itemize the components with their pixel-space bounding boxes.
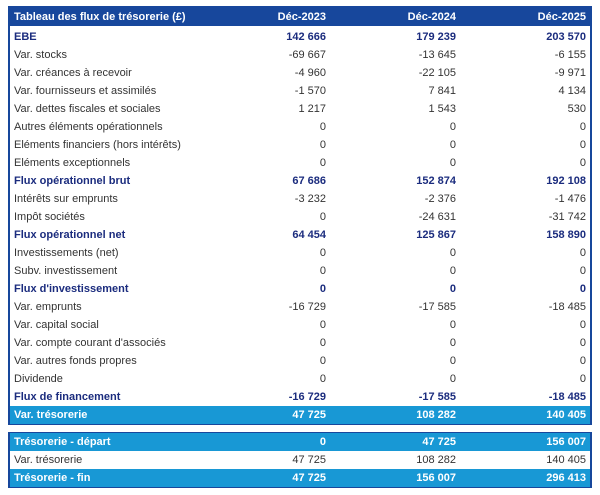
cell-value: 152 874 <box>416 175 456 187</box>
table-row <box>10 433 590 451</box>
cell-value: 0 <box>579 157 586 169</box>
cell-value: 0 <box>579 337 586 349</box>
cell-value: -17 585 <box>418 301 456 313</box>
cell-value: 0 <box>319 265 326 277</box>
row-label: Var. emprunts <box>14 301 82 313</box>
table-row <box>10 262 590 280</box>
table-row <box>10 190 590 208</box>
cell-value: 64 454 <box>292 229 326 241</box>
cell-value: 0 <box>579 247 586 259</box>
cell-value: 179 239 <box>416 31 456 43</box>
cell-value: -1 476 <box>554 193 586 205</box>
cell-value: 0 <box>319 283 326 295</box>
cell-value: 203 570 <box>546 31 586 43</box>
row-label: EBE <box>14 31 37 43</box>
cell-value: -16 729 <box>288 301 326 313</box>
column-header-dec-2023: Déc-2023 <box>277 11 326 23</box>
cell-value: 0 <box>449 355 456 367</box>
cell-value: 0 <box>319 139 326 151</box>
row-label: Subv. investissement <box>14 265 118 277</box>
cell-value: 0 <box>449 121 456 133</box>
cell-value: 140 405 <box>546 409 586 421</box>
row-label: Trésorerie - départ <box>14 436 111 448</box>
row-label: Autres éléments opérationnels <box>14 121 163 133</box>
cell-value: 0 <box>319 319 326 331</box>
cell-value: 4 134 <box>558 85 586 97</box>
row-label: Flux d'investissement <box>14 283 129 295</box>
cell-value: 0 <box>449 265 456 277</box>
treasury-summary-table <box>8 432 592 488</box>
cell-value: -4 960 <box>294 67 326 79</box>
cell-value: 1 543 <box>428 103 456 115</box>
cell-value: -24 631 <box>418 211 456 223</box>
row-label: Intérêts sur emprunts <box>14 193 118 205</box>
table-row <box>10 208 590 226</box>
cell-value: 0 <box>449 283 456 295</box>
cell-value: 0 <box>579 265 586 277</box>
row-label: Dividende <box>14 373 63 385</box>
table-header-row <box>10 6 590 28</box>
table-row <box>10 64 590 82</box>
cell-value: 47 725 <box>292 409 326 421</box>
table-row <box>10 298 590 316</box>
summary-table-body <box>10 433 590 487</box>
cell-value: 156 007 <box>546 436 586 448</box>
row-label: Var. autres fonds propres <box>14 355 137 367</box>
cell-value: 0 <box>449 157 456 169</box>
row-label: Var. créances à recevoir <box>14 67 132 79</box>
cell-value: 0 <box>319 436 326 448</box>
row-label: Eléments financiers (hors intérêts) <box>14 139 181 151</box>
cell-value: -69 667 <box>288 49 326 61</box>
cell-value: 47 725 <box>292 472 326 484</box>
cell-value: 0 <box>449 373 456 385</box>
table-row <box>10 244 590 262</box>
row-label: Investissements (net) <box>14 247 119 259</box>
table-row <box>10 226 590 244</box>
row-label: Var. compte courant d'associés <box>14 337 166 349</box>
cell-value: 0 <box>319 211 326 223</box>
cell-value: 0 <box>579 121 586 133</box>
cell-value: -22 105 <box>418 67 456 79</box>
cell-value: 192 108 <box>546 175 586 187</box>
cell-value: 0 <box>319 355 326 367</box>
cell-value: 108 282 <box>416 454 456 466</box>
row-label: Flux opérationnel net <box>14 229 126 241</box>
cell-value: 140 405 <box>546 454 586 466</box>
table-row <box>10 28 590 46</box>
cell-value: 0 <box>449 319 456 331</box>
table-row <box>10 136 590 154</box>
table-row <box>10 469 590 487</box>
cell-value: 67 686 <box>292 175 326 187</box>
cell-value: 142 666 <box>286 31 326 43</box>
cell-value: 0 <box>579 283 586 295</box>
column-header-dec-2024: Déc-2024 <box>407 11 456 23</box>
cell-value: 0 <box>319 157 326 169</box>
cell-value: 156 007 <box>416 472 456 484</box>
row-label: Var. fournisseurs et assimilés <box>14 85 157 97</box>
table-row <box>10 316 590 334</box>
table-row <box>10 388 590 406</box>
table-row <box>10 46 590 64</box>
cell-value: 0 <box>449 337 456 349</box>
cell-value: -16 729 <box>288 391 326 403</box>
table-row <box>10 154 590 172</box>
column-header-dec-2025: Déc-2025 <box>537 11 586 23</box>
table-row <box>10 370 590 388</box>
cell-value: -18 485 <box>548 391 586 403</box>
cell-value: 108 282 <box>416 409 456 421</box>
cell-value: -13 645 <box>418 49 456 61</box>
cell-value: 296 413 <box>546 472 586 484</box>
row-label: Flux de financement <box>14 391 121 403</box>
cell-value: -18 485 <box>548 301 586 313</box>
cell-value: 0 <box>449 139 456 151</box>
table-row <box>10 352 590 370</box>
table-row <box>10 100 590 118</box>
cell-value: -6 155 <box>554 49 586 61</box>
cell-value: -3 232 <box>294 193 326 205</box>
cell-value: 0 <box>579 319 586 331</box>
cell-value: 7 841 <box>428 85 456 97</box>
cell-value: 530 <box>567 103 586 115</box>
table-row <box>10 118 590 136</box>
table-row <box>10 280 590 298</box>
row-label: Flux opérationnel brut <box>14 175 131 187</box>
row-label: Impôt sociétés <box>14 211 85 223</box>
cell-value: 0 <box>579 139 586 151</box>
row-label: Trésorerie - fin <box>14 472 91 484</box>
cell-value: -17 585 <box>418 391 456 403</box>
cell-value: -1 570 <box>294 85 326 97</box>
table-row <box>10 334 590 352</box>
cell-value: 47 725 <box>292 454 326 466</box>
cell-value: -2 376 <box>424 193 456 205</box>
cell-value: 47 725 <box>422 436 456 448</box>
cell-value: 0 <box>319 337 326 349</box>
cell-value: 158 890 <box>546 229 586 241</box>
row-label: Var. trésorerie <box>14 409 88 421</box>
row-label: Var. stocks <box>14 49 67 61</box>
cell-value: -31 742 <box>548 211 586 223</box>
cell-value: 0 <box>319 247 326 259</box>
cell-value: 0 <box>579 373 586 385</box>
cell-value: -9 971 <box>554 67 586 79</box>
table-title: Tableau des flux de trésorerie (£) <box>14 11 186 23</box>
row-label: Var. capital social <box>14 319 99 331</box>
cell-value: 0 <box>319 121 326 133</box>
cell-value: 0 <box>579 355 586 367</box>
row-label: Eléments exceptionnels <box>14 157 131 169</box>
table-row <box>10 172 590 190</box>
cell-value: 0 <box>319 373 326 385</box>
row-label: Var. dettes fiscales et sociales <box>14 103 161 115</box>
table-body <box>10 28 590 424</box>
row-label: Var. trésorerie <box>14 454 83 466</box>
table-row <box>10 451 590 469</box>
cashflow-table <box>8 6 592 425</box>
cell-value: 1 217 <box>298 103 326 115</box>
cell-value: 0 <box>449 247 456 259</box>
cell-value: 125 867 <box>416 229 456 241</box>
table-row <box>10 82 590 100</box>
table-row <box>10 406 590 424</box>
